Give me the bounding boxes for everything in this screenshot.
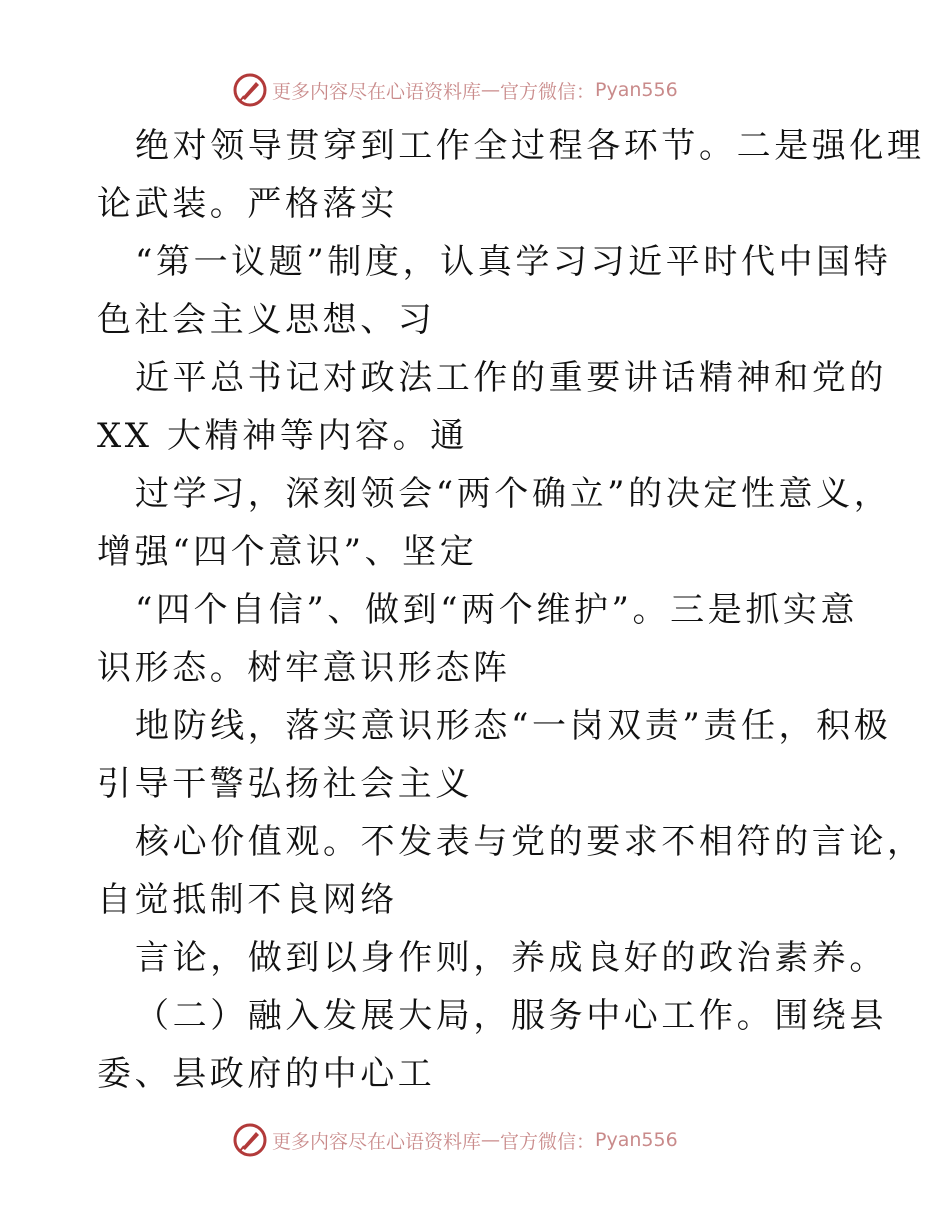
watermark-wechat-label: 官方微信： — [500, 1130, 596, 1153]
body-line: 论武装。严格落实 — [97, 184, 398, 224]
watermark-dash: — — [481, 79, 501, 101]
body-line: “四个自信”、做到“两个维护”。三是抓实意 — [135, 590, 859, 630]
watermark-brand-text: 更多内容尽在心语资料库 — [272, 80, 482, 103]
footer-watermark — [232, 1120, 752, 1160]
body-line: 地防线，落实意识形态“一岗双责”责任，积极 — [135, 706, 892, 746]
body-line: 引导干警弘扬社会主义 — [97, 764, 473, 804]
body-line: 核心价值观。不发表与党的要求不相符的言论， — [135, 822, 925, 862]
body-line: 增强“四个意识”、坚定 — [97, 532, 478, 572]
body-line: “第一议题”制度，认真学习习近平时代中国特 — [135, 242, 892, 282]
body-line: 绝对领导贯穿到工作全过程各环节。二是强化理 — [135, 126, 925, 166]
watermark-wechat-id: Pyan556 — [595, 1129, 678, 1151]
body-line: 识形态。树牢意识形态阵 — [97, 648, 511, 688]
quill-logo-icon — [232, 72, 268, 108]
body-line: 近平总书记对政法工作的重要讲话精神和党的 — [135, 358, 887, 398]
body-line: 委、县政府的中心工 — [97, 1054, 436, 1094]
quill-logo-icon — [232, 1122, 268, 1158]
watermark-wechat-label: 官方微信： — [500, 80, 596, 103]
body-line: （二）融入发展大局，服务中心工作。围绕县 — [135, 996, 887, 1036]
body-line: XX 大精神等内容。通 — [97, 416, 468, 456]
body-line: 过学习，深刻领会“两个确立”的决定性意义， — [135, 474, 892, 514]
watermark-brand-text: 更多内容尽在心语资料库 — [272, 1130, 482, 1153]
watermark-wechat-id: Pyan556 — [595, 79, 678, 101]
body-line: 色社会主义思想、习 — [97, 300, 436, 340]
watermark-dash: — — [481, 1129, 501, 1151]
body-line: 自觉抵制不良网络 — [97, 880, 398, 920]
header-watermark — [232, 70, 752, 110]
body-line: 言论，做到以身作则，养成良好的政治素养。 — [135, 938, 887, 978]
